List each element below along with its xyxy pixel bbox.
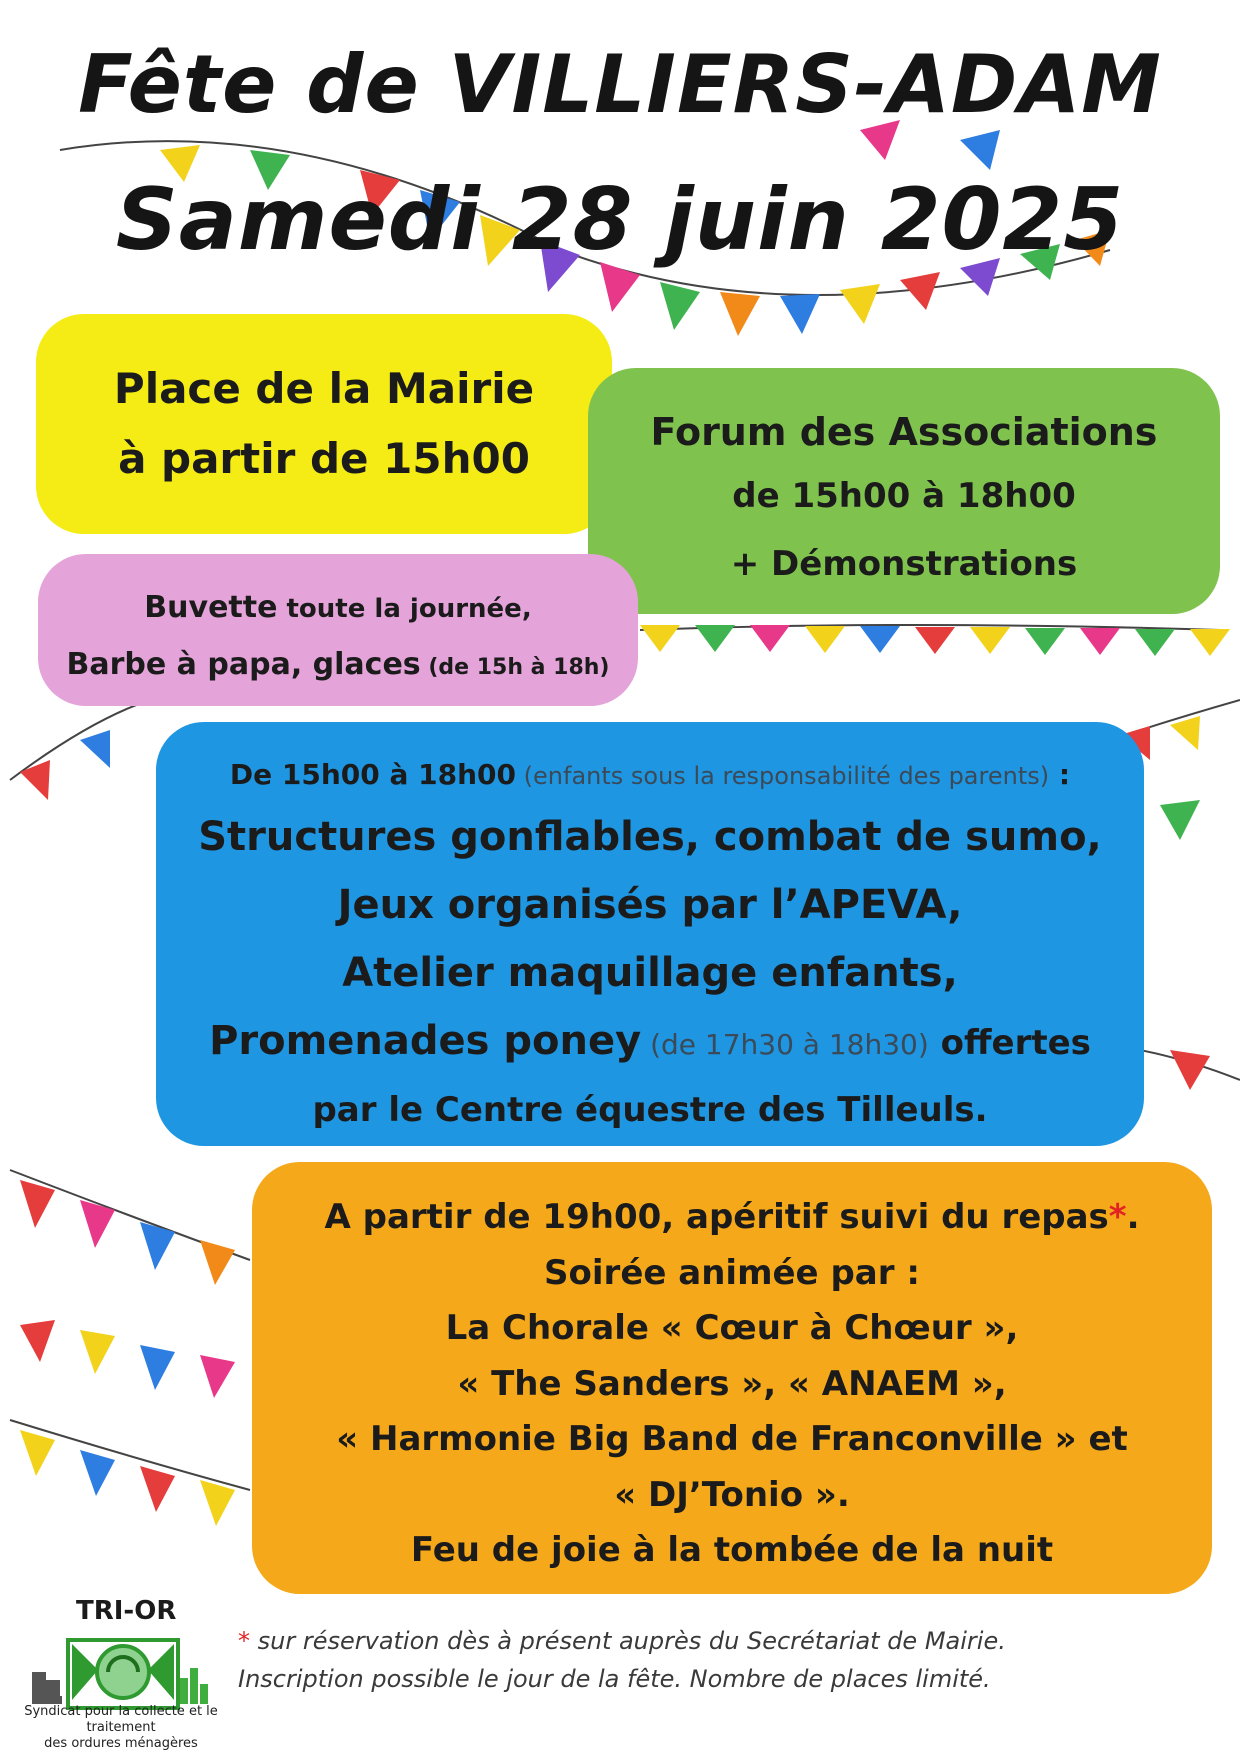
- buvette-box: [38, 554, 638, 706]
- footnote-line: Inscription possible le jour de la fête. Nombre de places limité.: [238, 1665, 991, 1693]
- sweets-line: [38, 637, 638, 696]
- sweets-label: Barbe à papa, glaces: [66, 647, 421, 682]
- pony-hours: (de 17h30 à 18h30): [641, 1028, 929, 1061]
- start-time-line: à partir de 15h00: [118, 434, 530, 483]
- bonfire-line: Feu de joie à la tombée de la nuit: [410, 1530, 1054, 1570]
- activity-line: Atelier maquillage enfants,: [342, 950, 958, 996]
- reservation-footnote: [238, 1622, 1058, 1698]
- event-date: Samedi 28 juin 2025: [115, 170, 1125, 270]
- performer-line: La Chorale « Cœur à Chœur »,: [445, 1308, 1019, 1348]
- logo-caption-line: des ordures ménagères: [44, 1736, 198, 1751]
- kids-intro: [156, 748, 1144, 803]
- forum-demonstrations: + Démonstrations: [730, 544, 1078, 584]
- kids-colon: :: [1049, 758, 1071, 791]
- buvette-line: [38, 580, 638, 637]
- footnote-line: [238, 1622, 1058, 1660]
- dinner-period: .: [1126, 1197, 1140, 1237]
- pony-offered: offertes: [928, 1023, 1091, 1063]
- buvette-detail: toute la journée,: [277, 594, 532, 624]
- forum-hours: de 15h00 à 18h00: [732, 476, 1076, 516]
- dinner-asterisk: *: [1108, 1197, 1127, 1237]
- kids-activities-box: [156, 722, 1144, 1146]
- performer-line: « The Sanders », « ANAEM »,: [457, 1363, 1007, 1404]
- performer-line: « Harmonie Big Band de Franconville » et: [336, 1419, 1128, 1459]
- kids-note: (enfants sous la responsabilité des parents): [516, 762, 1050, 790]
- evening-intro: Soirée animée par :: [544, 1252, 920, 1293]
- activity-line: Structures gonflables, combat de sumo,: [198, 814, 1102, 860]
- place-line: Place de la Mairie: [113, 364, 535, 413]
- buvette-label: Buvette: [144, 590, 278, 625]
- logo-wordmark: TRI-OR: [76, 1596, 177, 1626]
- forum-box: [588, 368, 1220, 614]
- sweets-hours: (de 15h à 18h): [420, 655, 610, 680]
- performer-line: « DJ’Tonio ».: [614, 1474, 850, 1515]
- equestrian-center-line: par le Centre équestre des Tilleuls.: [312, 1090, 988, 1130]
- dinner-line: [252, 1190, 1212, 1246]
- pony-line: [156, 1007, 1144, 1079]
- forum-title: Forum des Associations: [650, 410, 1158, 454]
- place-box: [36, 314, 612, 534]
- kids-hours: De 15h00 à 18h00: [229, 758, 517, 791]
- logo-caption: [6, 1704, 236, 1752]
- event-title: Fête de VILLIERS-ADAM: [78, 38, 1162, 131]
- dinner-text: A partir de 19h00, apéritif suivi du repas: [324, 1197, 1109, 1237]
- logo-caption-line: Syndicat pour la collecte et le traitement: [24, 1704, 218, 1735]
- footnote-asterisk: *: [238, 1627, 250, 1655]
- pony-label: Promenades poney: [209, 1018, 642, 1064]
- activity-line: Jeux organisés par l’APEVA,: [337, 882, 963, 928]
- footnote-text: sur réservation dès à présent auprès du Secrétariat de Mairie.: [250, 1627, 1006, 1655]
- evening-box: [252, 1162, 1212, 1594]
